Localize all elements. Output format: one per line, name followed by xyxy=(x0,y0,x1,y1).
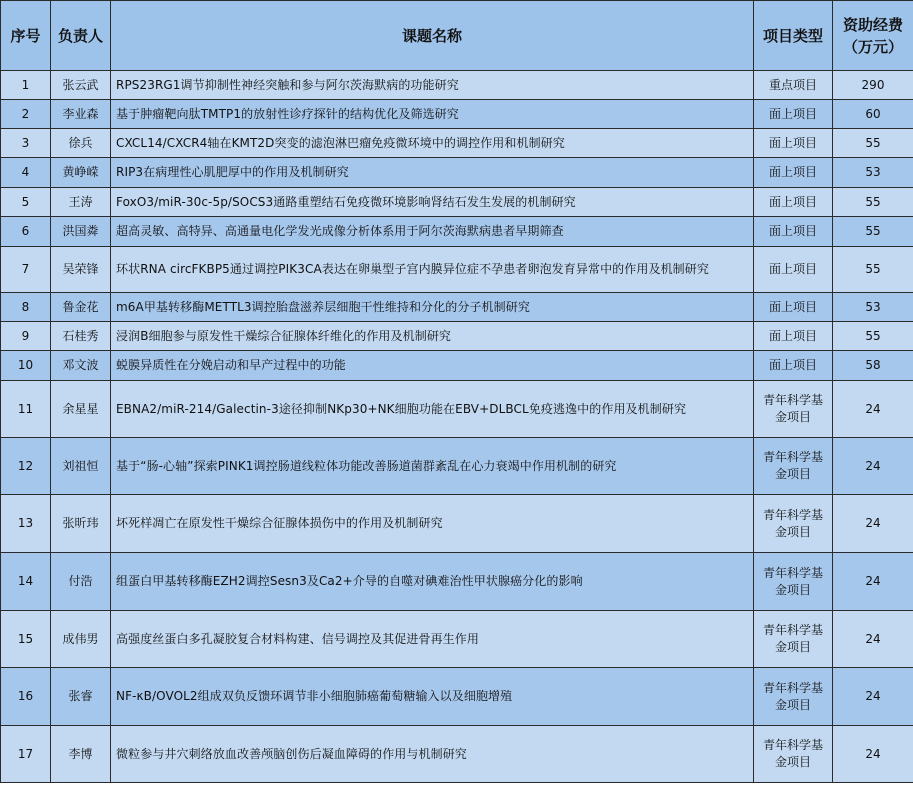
cell-title: 坏死样凋亡在原发性干燥综合征腺体损伤中的作用及机制研究 xyxy=(111,495,754,553)
cell-type: 面上项目 xyxy=(754,351,833,381)
cell-title: RIP3在病理性心肌肥厚中的作用及机制研究 xyxy=(111,158,754,188)
cell-leader: 成伟男 xyxy=(51,611,111,668)
cell-leader: 刘祖恒 xyxy=(51,438,111,495)
cell-type: 面上项目 xyxy=(754,247,833,293)
table-body xyxy=(1,71,913,783)
cell-type: 面上项目 xyxy=(754,322,833,351)
cell-type: 青年科学基金项目 xyxy=(754,611,833,668)
cell-index: 1 xyxy=(1,71,51,100)
cell-index: 2 xyxy=(1,100,51,129)
cell-type: 面上项目 xyxy=(754,217,833,247)
cell-index: 15 xyxy=(1,611,51,668)
cell-leader: 李博 xyxy=(51,726,111,783)
cell-type: 面上项目 xyxy=(754,188,833,217)
cell-title: NF-κB/OVOL2组成双负反馈环调节非小细胞肺癌葡萄糖输入以及细胞增殖 xyxy=(111,668,754,726)
cell-type: 面上项目 xyxy=(754,293,833,322)
cell-title: 环状RNA circFKBP5通过调控PIK3CA表达在卵巢型子宫内膜异位症不孕患者卵泡发育异常中的作用及机制研究 xyxy=(111,247,754,293)
header-title: 课题名称 xyxy=(111,1,754,71)
cell-title: 超高灵敏、高特异、高通量电化学发光成像分析体系用于阿尔茨海默病患者早期筛查 xyxy=(111,217,754,247)
cell-title: 浸润B细胞参与原发性干燥综合征腺体纤维化的作用及机制研究 xyxy=(111,322,754,351)
table-row xyxy=(1,553,913,611)
cell-funding: 290 xyxy=(833,71,913,100)
cell-funding: 24 xyxy=(833,495,913,553)
cell-type: 青年科学基金项目 xyxy=(754,668,833,726)
table-row xyxy=(1,381,913,438)
cell-type: 青年科学基金项目 xyxy=(754,381,833,438)
cell-title: 高强度丝蛋白多孔凝胶复合材料构建、信号调控及其促进骨再生作用 xyxy=(111,611,754,668)
cell-index: 17 xyxy=(1,726,51,783)
cell-index: 12 xyxy=(1,438,51,495)
cell-index: 8 xyxy=(1,293,51,322)
table-row xyxy=(1,726,913,783)
table-row xyxy=(1,71,913,100)
table-row xyxy=(1,293,913,322)
table-row xyxy=(1,495,913,553)
table-row xyxy=(1,217,913,247)
cell-type: 面上项目 xyxy=(754,129,833,158)
cell-index: 13 xyxy=(1,495,51,553)
cell-title: RPS23RG1调节抑制性神经突触和参与阿尔茨海默病的功能研究 xyxy=(111,71,754,100)
cell-leader: 余星星 xyxy=(51,381,111,438)
cell-funding: 58 xyxy=(833,351,913,381)
header-index: 序号 xyxy=(1,1,51,71)
cell-index: 10 xyxy=(1,351,51,381)
cell-title: 基于“肠-心轴”探索PINK1调控肠道线粒体功能改善肠道菌群紊乱在心力衰竭中作用机制的研究 xyxy=(111,438,754,495)
cell-title: 基于肿瘤靶向肽TMTP1的放射性诊疗探针的结构优化及筛选研究 xyxy=(111,100,754,129)
cell-title: EBNA2/miR-214/Galectin-3途径抑制NKp30+NK细胞功能在EBV+DLBCL免疫逃逸中的作用及机制研究 xyxy=(111,381,754,438)
cell-funding: 60 xyxy=(833,100,913,129)
table-row xyxy=(1,247,913,293)
cell-type: 重点项目 xyxy=(754,71,833,100)
table-row xyxy=(1,611,913,668)
cell-type: 面上项目 xyxy=(754,100,833,129)
cell-index: 5 xyxy=(1,188,51,217)
cell-leader: 吴荣锋 xyxy=(51,247,111,293)
cell-funding: 24 xyxy=(833,726,913,783)
table-row xyxy=(1,438,913,495)
table-row xyxy=(1,129,913,158)
cell-type: 青年科学基金项目 xyxy=(754,726,833,783)
cell-leader: 邓文波 xyxy=(51,351,111,381)
cell-funding: 24 xyxy=(833,438,913,495)
header-type: 项目类型 xyxy=(754,1,833,71)
cell-index: 3 xyxy=(1,129,51,158)
cell-type: 青年科学基金项目 xyxy=(754,438,833,495)
cell-funding: 24 xyxy=(833,611,913,668)
cell-type: 青年科学基金项目 xyxy=(754,495,833,553)
cell-leader: 王涛 xyxy=(51,188,111,217)
cell-leader: 洪国粦 xyxy=(51,217,111,247)
cell-title: m6A甲基转移酶METTL3调控胎盘滋养层细胞干性维持和分化的分子机制研究 xyxy=(111,293,754,322)
cell-title: FoxO3/miR-30c-5p/SOCS3通路重塑结石免疫微环境影响肾结石发生发展的机制研究 xyxy=(111,188,754,217)
table-row xyxy=(1,351,913,381)
cell-leader: 张云武 xyxy=(51,71,111,100)
cell-funding: 24 xyxy=(833,381,913,438)
cell-leader: 鲁金花 xyxy=(51,293,111,322)
cell-index: 9 xyxy=(1,322,51,351)
table-row xyxy=(1,668,913,726)
cell-index: 14 xyxy=(1,553,51,611)
cell-funding: 53 xyxy=(833,158,913,188)
cell-funding: 55 xyxy=(833,247,913,293)
cell-title: 蜕膜异质性在分娩启动和早产过程中的功能 xyxy=(111,351,754,381)
cell-index: 6 xyxy=(1,217,51,247)
cell-leader: 石桂秀 xyxy=(51,322,111,351)
cell-leader: 张昕玮 xyxy=(51,495,111,553)
cell-index: 7 xyxy=(1,247,51,293)
cell-funding: 55 xyxy=(833,217,913,247)
cell-index: 4 xyxy=(1,158,51,188)
table-row xyxy=(1,100,913,129)
cell-index: 16 xyxy=(1,668,51,726)
cell-leader: 张睿 xyxy=(51,668,111,726)
cell-leader: 付浩 xyxy=(51,553,111,611)
cell-type: 面上项目 xyxy=(754,158,833,188)
cell-funding: 24 xyxy=(833,668,913,726)
cell-funding: 24 xyxy=(833,553,913,611)
header-row xyxy=(1,1,913,71)
cell-funding: 55 xyxy=(833,322,913,351)
table-row xyxy=(1,188,913,217)
cell-index: 11 xyxy=(1,381,51,438)
cell-leader: 黄峥嵘 xyxy=(51,158,111,188)
cell-funding: 55 xyxy=(833,129,913,158)
table-row xyxy=(1,322,913,351)
cell-funding: 55 xyxy=(833,188,913,217)
cell-leader: 徐兵 xyxy=(51,129,111,158)
cell-leader: 李业森 xyxy=(51,100,111,129)
cell-funding: 53 xyxy=(833,293,913,322)
header-funding: 资助经费（万元） xyxy=(833,1,913,71)
cell-type: 青年科学基金项目 xyxy=(754,553,833,611)
header-leader: 负责人 xyxy=(51,1,111,71)
table-row xyxy=(1,158,913,188)
cell-title: CXCL14/CXCR4轴在KMT2D突变的滤泡淋巴瘤免疫微环境中的调控作用和机制研究 xyxy=(111,129,754,158)
cell-title: 组蛋白甲基转移酶EZH2调控Sesn3及Ca2+介导的自噬对碘难治性甲状腺癌分化的影响 xyxy=(111,553,754,611)
cell-title: 微粒参与井穴刺络放血改善颅脑创伤后凝血障碍的作用与机制研究 xyxy=(111,726,754,783)
